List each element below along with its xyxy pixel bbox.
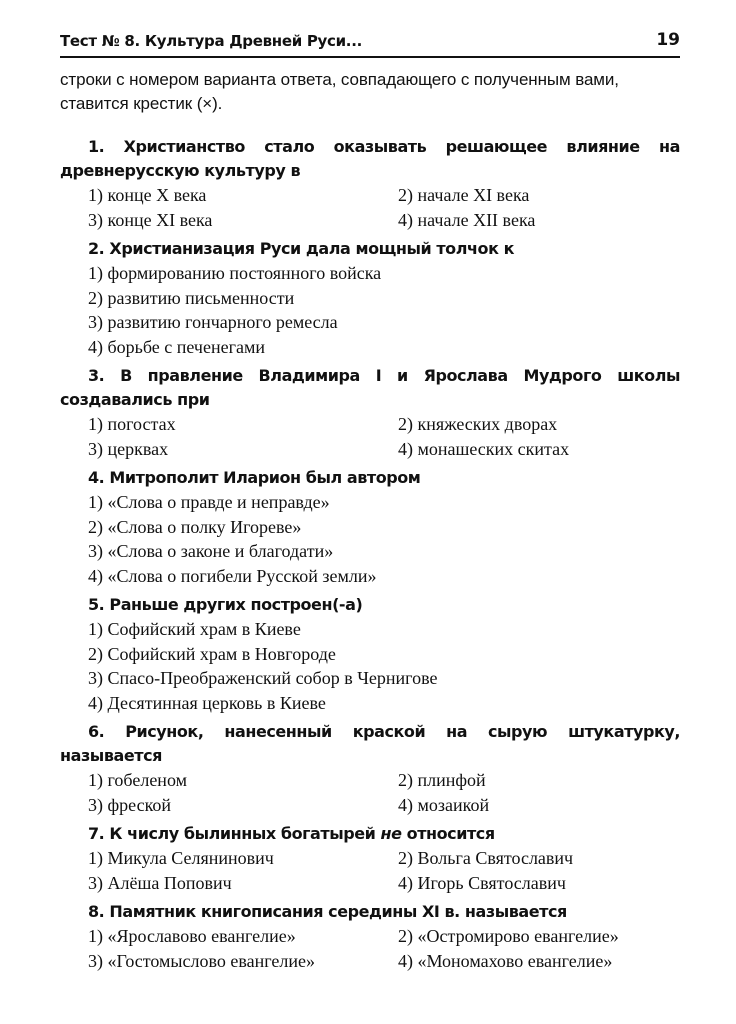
answer-option: 2) княжеских дворах [398,414,558,434]
question-8 [60,900,680,973]
question-text-emphasis: не [380,824,402,843]
answer-option: 4) монашеских скитах [398,438,570,459]
question-6 [60,720,680,817]
answer-option: 2) плинфой [398,770,486,790]
answer-option: 3) развитию гончарного ремесла [88,312,338,332]
question-text: 1. Христианство стало оказывать решающее влияние на древнерусскую культуру в [60,137,680,180]
answer-option: 4) борьбе с печенегами [88,336,265,357]
question-4 [60,466,680,588]
question-text: 2. Христианизация Руси дала мощный толчок к [88,239,515,258]
answer-option: 3) конце XI века [88,209,213,230]
answer-option: 3) «Слова о законе и благодати» [88,541,334,561]
question-text: 5. Раньше других построен(-а) [88,595,363,614]
answer-option: 1) формированию постоянного войска [88,263,382,283]
answer-option: 3) церквах [88,438,169,459]
answer-option: 4) «Слова о погибели Русской земли» [88,565,377,586]
answer-options [60,846,680,895]
question-5 [60,593,680,715]
answer-option: 2) начале XI века [398,185,530,205]
question-text: 8. Памятник книгописания середины XI в. называется [88,902,567,921]
answer-option: 2) развитию письменности [88,287,295,308]
answer-option: 2) «Остромирово евангелие» [398,926,619,946]
question-list [60,135,680,973]
answer-option: 1) гобеленом [88,770,187,790]
running-header [60,28,680,58]
header-title: Тест № 8. Культура Древней Руси... [60,32,363,50]
question-text: 4. Митрополит Иларион был автором [88,468,421,487]
question-text-start: 7. К числу былинных богатырей [88,824,381,843]
answer-option: 4) мозаикой [398,794,490,815]
answer-option: 2) Софийский храм в Новгороде [88,643,336,664]
answer-option: 1) «Ярославово евангелие» [88,926,296,946]
question-text [60,822,680,846]
question-2 [60,237,680,359]
answer-option: 2) «Слова о полку Игореве» [88,516,302,537]
answer-option: 4) Игорь Святославич [398,872,566,893]
question-text: 6. Рисунок, нанесенный краской на сырую штукатурку, называется [60,722,680,765]
answer-option: 3) фреской [88,794,172,815]
answer-option: 2) Вольга Святославич [398,848,574,868]
answer-options [60,412,680,461]
answer-option: 3) Спасо-Преображенский собор в Чернигове [88,668,438,688]
answer-option: 1) «Слова о правде и неправде» [88,492,330,512]
answer-options [60,768,680,817]
answer-option: 1) Микула Селянинович [88,848,274,868]
page-number: 19 [656,30,680,50]
answer-options [60,183,680,232]
answer-options [60,490,680,588]
intro-paragraph: строки с номером варианта ответа, совпадающего с полученным вами, ставится крестик (×). [60,70,619,113]
question-7 [60,822,680,895]
answer-options [60,924,680,973]
answer-options [60,617,680,715]
answer-option: 4) «Мономахово евангелие» [398,950,613,971]
answer-options [60,261,680,359]
answer-option: 3) Алёша Попович [88,872,232,893]
question-3 [60,364,680,461]
answer-option: 4) начале XII века [398,209,536,230]
answer-option: 1) погостах [88,414,176,434]
answer-option: 1) Софийский храм в Киеве [88,619,301,639]
question-text-end: относится [401,824,495,843]
answer-option: 1) конце X века [88,185,207,205]
question-text: 3. В правление Владимира I и Ярослава Мудрого школы создавались при [60,366,680,409]
page [60,28,680,978]
question-1 [60,135,680,232]
answer-option: 4) Десятинная церковь в Киеве [88,692,326,713]
answer-option: 3) «Гостомыслово евангелие» [88,950,315,971]
